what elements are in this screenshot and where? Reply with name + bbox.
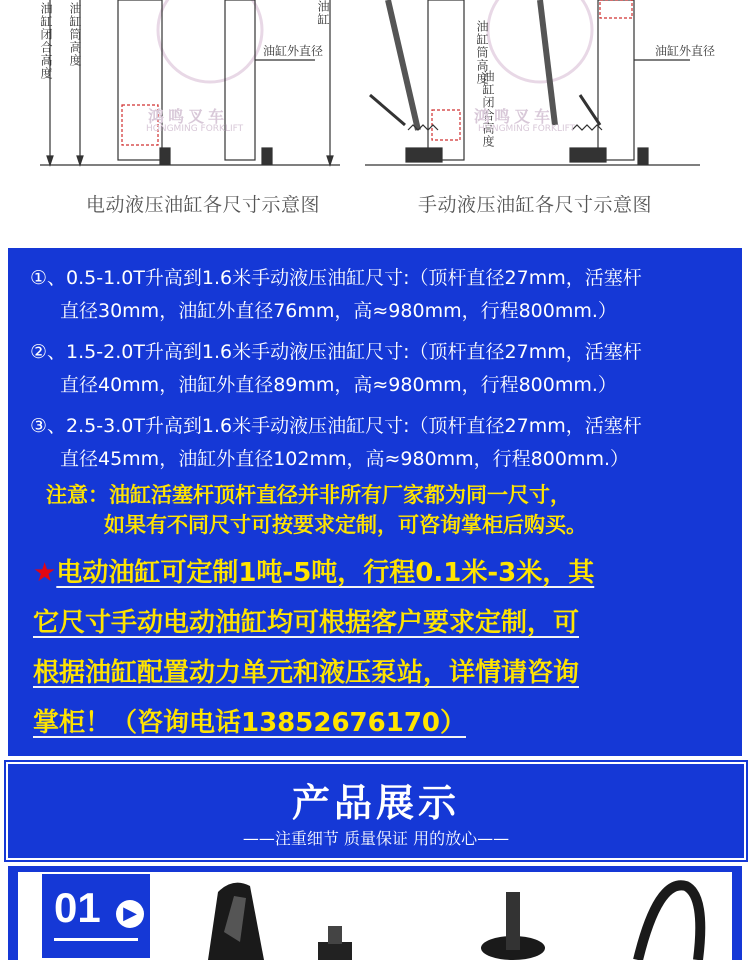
custom-line: 电动油缸可定制1吨-5吨，行程0.1米-3米，其 <box>56 558 595 588</box>
section-title: 产品展示 <box>291 781 460 825</box>
section-header <box>6 762 746 860</box>
note-text <box>46 480 587 540</box>
label-cylinder-height-right: 油缸筒高度 <box>475 20 489 85</box>
product-photos <box>18 872 732 960</box>
custom-line: 掌柜！（咨询电话13852676170） <box>33 708 466 738</box>
watermark-text: 鸿鸣叉车 <box>148 107 229 126</box>
product-image-area <box>18 872 732 960</box>
watermark-text: 鸿鸣叉车 <box>474 107 555 126</box>
u-handle-part-image <box>638 885 700 960</box>
spec-line: ①、0.5-1.0T升高到1.6米手动液压油缸尺寸:（顶杆直径27mm，活塞杆 <box>30 267 642 289</box>
note-line: 如果有不同尺寸可按要求定制，可咨询掌柜后购买。 <box>104 513 587 537</box>
custom-line: 它尺寸手动电动油缸均可根据客户要求定制，可 <box>33 608 580 638</box>
product-number: 01 <box>54 884 101 931</box>
watermark-text-en: HONGMING FORKLIFT <box>146 124 244 134</box>
spec-item <box>30 262 735 328</box>
spec-item <box>30 336 735 402</box>
dimension-diagram <box>0 0 750 248</box>
watermark-logo <box>158 0 262 82</box>
note-line: 注意：油缸活塞杆顶杆直径并非所有厂家都为同一尺寸， <box>46 483 571 507</box>
bolt-part-image <box>318 942 352 960</box>
arrow-right-icon: ▶ <box>116 900 144 928</box>
spec-line: 直径30mm，油缸外直径76mm，高≈980mm，行程800mm.） <box>60 300 617 322</box>
caption-manual: 手动液压油缸各尺寸示意图 <box>418 194 653 216</box>
spec-line: 直径40mm，油缸外直径89mm，高≈980mm，行程800mm.） <box>60 374 617 396</box>
label-outer-diameter-left: 油缸外直径 <box>263 44 324 58</box>
product-showcase <box>8 866 742 960</box>
label-closed-height: 油缸闭合高度 <box>39 2 53 80</box>
label-cylinder-height: 油缸筒高度 <box>68 2 82 67</box>
watermark-text-en: HONGMING FORKLIFT <box>478 124 576 134</box>
section-subtitle: ——注重细节 质量保证 用的放心—— <box>242 829 510 848</box>
custom-line: 根据油缸配置动力单元和液压泵站，详情请咨询 <box>33 658 580 688</box>
caption-electric: 电动液压油缸各尺寸示意图 <box>86 194 321 216</box>
label-closed-height-right: 油缸闭合高度 <box>481 70 495 148</box>
spec-line: ②、1.5-2.0T升高到1.6米手动液压油缸尺寸:（顶杆直径27mm，活塞杆 <box>30 341 642 363</box>
label-top-partial: 油缸 <box>316 0 330 26</box>
spec-panel <box>8 248 742 756</box>
custom-notice <box>33 548 733 748</box>
label-outer-diameter-right: 油缸外直径 <box>655 44 716 58</box>
spec-line: ③、2.5-3.0T升高到1.6米手动液压油缸尺寸:（顶杆直径27mm，活塞杆 <box>30 415 642 437</box>
spec-line: 直径45mm，油缸外直径102mm，高≈980mm，行程800mm.） <box>60 448 629 470</box>
spec-item <box>30 410 735 476</box>
star-icon: ★ <box>33 558 57 588</box>
